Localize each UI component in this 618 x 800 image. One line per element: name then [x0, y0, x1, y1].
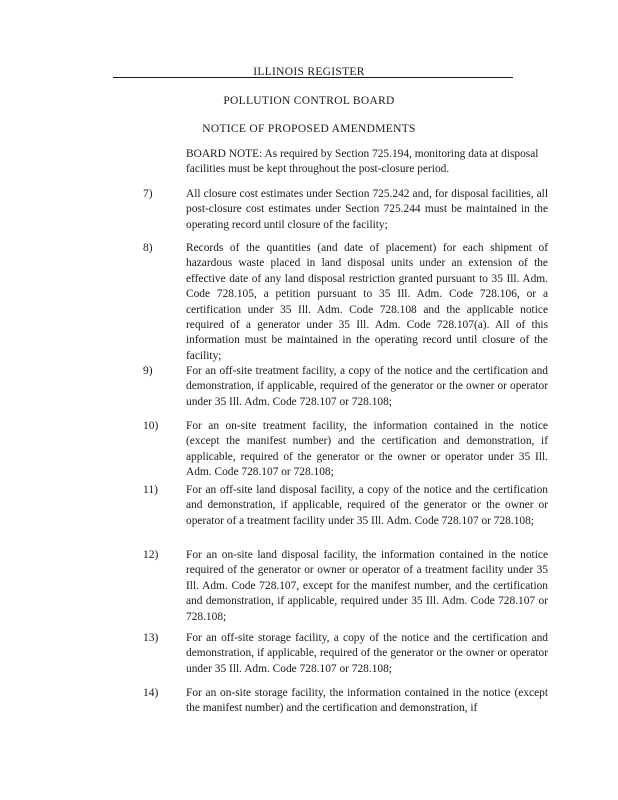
item-number: 7) [143, 188, 153, 200]
item-text: For an on-site land disposal facility, the information contained in the notice required of the generator or owner or operator of a treatment facility under 35 Ill. Adm. Code 728.107, except for the manifest number, and the certification and demonstration, if applicable, required under 35 Ill. Adm. Code 728.107 or 728.108; [186, 549, 548, 623]
board-name: POLLUTION CONTROL BOARD [223, 95, 395, 107]
item-text: For an off-site treatment facility, a copy of the notice and the certification and demonstration, if applicable, required of the generator or the owner or operator under 35 Ill. Adm. Code 728.107 or 728.108; [186, 365, 548, 408]
item-number: 12) [143, 549, 159, 561]
item-number: 8) [143, 242, 153, 254]
item-text: All closure cost estimates under Section 725.242 and, for disposal facilities, all post-closure cost estimates under Section 725.244 must be maintained in the operating record until closure of the facility; [186, 188, 548, 231]
item-number: 14) [143, 687, 159, 699]
item-number: 10) [143, 420, 159, 432]
board-note: BOARD NOTE: As required by Section 725.194, monitoring data at disposal facilities must be kept throughout the post-closure period. [186, 148, 539, 176]
item-number: 11) [143, 484, 158, 496]
item-number: 13) [143, 632, 159, 644]
item-text: For an on-site storage facility, the information contained in the notice (except the manifest number) and the certification and demonstration, if [186, 687, 548, 715]
notice-title: NOTICE OF PROPOSED AMENDMENTS [202, 123, 416, 135]
register-title: ILLINOIS REGISTER [253, 66, 365, 78]
item-text: For an off-site storage facility, a copy of the notice and the certification and demonstration, if applicable, required of the generator or the owner or operator under 35 Ill. Adm. Code 728.107 or 728.108; [186, 632, 548, 675]
item-text: Records of the quantities (and date of placement) for each shipment of hazardous waste placed in land disposal units under an extension of the effective date of any land disposal restriction granted pursuant to 35 Ill. Adm. Code 728.105, a petition pursuant to 35 Ill. Adm. Code 728.106, or a certification under 35 Ill. Adm. Code 728.108 and the applicable notice required of a generator under 35 Ill. Adm. Code 728.107(a). All of this information must be maintained in the operating record until closure of the facility; [186, 242, 548, 362]
item-text: For an off-site land disposal facility, a copy of the notice and the certification and demonstration, if applicable, required of the generator or the owner or operator of a treatment facility under 35 Ill. Adm. Code 728.107 or 728.108; [186, 484, 548, 527]
item-text: For an on-site treatment facility, the information contained in the notice (except the manifest number) and the certification and demonstration, if applicable, required of the generator or the owner or operator under 35 Ill. Adm. Code 728.107 or 728.108; [186, 420, 548, 479]
item-number: 9) [143, 365, 153, 377]
